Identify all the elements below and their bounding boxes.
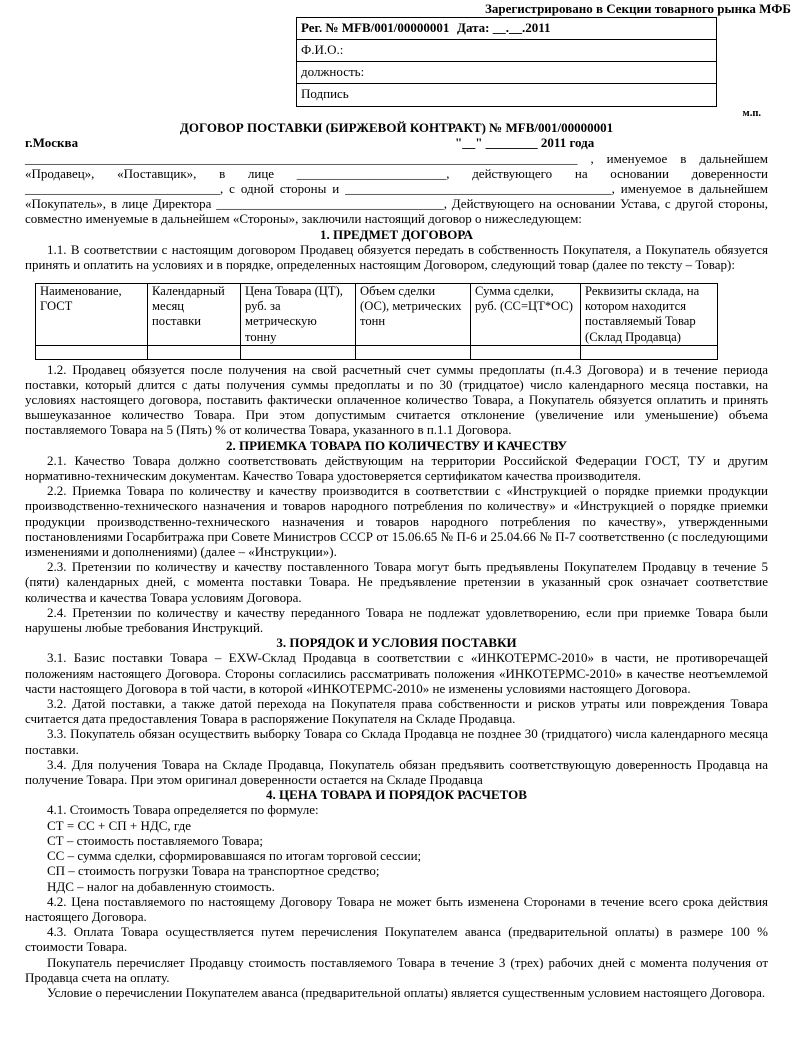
goods-header-price: Цена Товара (ЦТ), руб. за метрическую тонну (241, 284, 356, 345)
goods-header-name-gost: Наименование, ГОСТ (36, 284, 148, 345)
clause-3-3: 3.3. Покупатель обязан осуществить выборку Товара со Склада Продавца не позднее 30 (тридцатого) числа календарного месяца поставки. (25, 726, 768, 757)
formula-line: СТ = СС + СП + НДС, где (47, 817, 192, 833)
clause-4-2: 4.2. Цена поставляемого по настоящему Договору Товара не может быть изменена Сторонами в течение всего срока действия настоящего Договора. (25, 893, 768, 924)
clause-2-2: 2.2. Приемка Товара по количеству и качеству производится в соответствии с «Инструкцией о порядке приемки продукции производственно-технического назначения и товаров народного потребления по количеству» и «Инструкцией о порядке приемки продукции производственно-технического назначения и товаров народного потребления по качеству», утвержденными постановлениями Госарбитража при Совете Министров СССР от 15.06.65 № П-6 и 25.04.66 № П-7 соответственно (с последующими изменениями и дополнениями) (далее – «Инструкции»). (25, 483, 768, 560)
goods-cell-empty (471, 345, 581, 359)
goods-cell-empty (148, 345, 241, 359)
clause-2-1: 2.1. Качество Товара должно соответствовать действующим на территории Российской Федерации ГОСТ, ТУ и другим нормативно-техническим документам. Качество Товара удостоверяется сертификатом качества производителя. (25, 452, 768, 484)
registration-number-row (297, 18, 716, 40)
section-1-heading: 1. ПРЕДМЕТ ДОГОВОРА (319, 226, 474, 242)
goods-table-header-row (36, 284, 718, 345)
clause-3-1: 3.1. Базис поставки Товара – EXW-Склад Продавца в соответствии с «ИНКОТЕРМС-2010» в части, не противоречащей положениям настоящего Договора. Стороны согласились рассматривать положения «ИНКОТЕРМС-2010» в качестве неотъемлемой части настоящего Договора в той части, в которой «ИНКОТЕРМС-2010» не изменены условиями настоящего Договора. (25, 650, 768, 696)
stamp-place-label: м.п. (742, 108, 761, 120)
formula-def-st: СТ – стоимость поставляемого Товара; (47, 832, 263, 848)
goods-header-warehouse: Реквизиты склада, на котором находится поставляемый Товар (Склад Продавца) (581, 284, 718, 345)
goods-table (35, 283, 718, 359)
signature-label: Подпись (301, 86, 349, 102)
clause-2-4: 2.4. Претензии по количеству и качеству переданного Товара не подлежат удовлетворению, если при приемке Товара были нарушены любые требования Инструкций. (25, 604, 768, 636)
position-label: должность: (301, 64, 365, 80)
contract-date-blank: "__" ________ 2011 года (455, 135, 595, 151)
clause-2-3: 2.3. Претензии по количеству и качеству поставленного Товара могут быть предъявлены Покупателем Продавцу в течение 5 (пяти) календарных дней, с момента поставки Товара. Не предъявление претензии в указанный срок означает соответствие количества и качества Товара условиям Договора. (25, 559, 768, 605)
clause-1-2: 1.2. Продавец обязуется после получения на свой расчетный счет суммы предоплаты (п.4.3 Договора) и в течение периода поставки, который длится с даты получения суммы предоплаты и по 30 (тридцатое) число календарного месяца поставки, на условиях настоящего договора, поставить фактически оплаченное количество Товара, а Покупатель обязуется оплатить и принять вышеуказанное количество Товара. При этом допустимым считается отклонение (увеличение или уменьшение) объема поставляемого Товара на 5 (Пять) % от количества Товара, указанного в п.1.1 Договора. (25, 361, 768, 438)
section-4-heading: 4. ЦЕНА ТОВАРА И ПОРЯДОК РАСЧЕТОВ (266, 787, 527, 803)
goods-header-volume: Объем сделки (ОС), метрических тонн (356, 284, 471, 345)
clause-4-3: 4.3. Оплата Товара осуществляется путем перечисления Покупателем аванса (предварительной оплаты) в размере 100 % стоимости Товара. (25, 924, 768, 955)
registration-position-row (297, 62, 716, 84)
goods-cell-empty (356, 345, 471, 359)
document-body (0, 135, 793, 1000)
fio-label: Ф.И.О.: (301, 42, 344, 58)
registration-note: Зарегистрировано в Секции товарного рынка МФБ (485, 1, 791, 16)
clause-4-3-essential-condition: Условие о перечислении Покупателем аванса (предварительной оплаты) является существенным условием настоящего Договора. (47, 984, 766, 1000)
clause-1-1: 1.1. В соответствии с настоящим договором Продавец обязуется передать в собственность Покупателя, а Покупатель обязуется принять и оплатить на условиях и в порядке, определенных настоящим Договором, следующий товар (далее по тексту – Товар): (25, 241, 768, 273)
clause-3-2: 3.2. Датой поставки, а также датой перехода на Покупателя права собственности и рисков утраты или повреждения Товара считается дата предоставления Товара в распоряжение Покупателя на Складе Продавца. (25, 696, 768, 727)
goods-table-empty-row (36, 345, 718, 359)
registration-table (296, 17, 717, 107)
clause-4-1: 4.1. Стоимость Товара определяется по формуле: (47, 802, 319, 818)
formula-def-sp: СП – стоимость погрузки Товара на транспортное средство; (47, 863, 380, 879)
document-title: ДОГОВОР ПОСТАВКИ (БИРЖЕВОЙ КОНТРАКТ) № MFB/001/00000001 (179, 120, 614, 136)
city-date-line (25, 135, 768, 150)
registration-number: Рег. № MFB/001/00000001 (301, 20, 450, 36)
goods-cell-empty (581, 345, 718, 359)
formula-def-ss: СС – сумма сделки, сформировавшаяся по итогам торговой сессии; (47, 848, 422, 864)
formula-def-nds: НДС – налог на добавленную стоимость. (47, 878, 275, 894)
goods-cell-empty (241, 345, 356, 359)
goods-header-sum: Сумма сделки, руб. (СС=ЦТ*ОС) (471, 284, 581, 345)
goods-header-month: Календарный месяц поставки (148, 284, 241, 345)
preamble: _____________________________________________________________________________________ , именуемое в дальнейшем «Продавец», «Поставщик», в лице _______________________, действующего на основании доверенности ______________________________, с одной стороны и _________________________________________, именуемое в дальнейшем «Покупатель», в лице Директора ___________________________________, Действующего на основании Устава, с другой стороны, совместно именуемые в дальнейшем «Стороны», заключили настоящий договор о нижеследующем: (25, 150, 768, 227)
clause-4-3-payment-term: Покупатель перечисляет Продавцу стоимость поставляемого Товара в течение 3 (трех) рабочих дней с момента получения от Продавца счета на оплату. (25, 954, 768, 985)
registration-signature-row (297, 84, 716, 106)
city-label: г.Москва (25, 135, 79, 151)
registration-date: Дата: __.__.2011 (457, 20, 551, 36)
goods-cell-empty (36, 345, 148, 359)
registration-fio-row (297, 40, 716, 62)
clause-3-4: 3.4. Для получения Товара на Складе Продавца, Покупатель обязан предъявить соответствующую доверенность Продавца на получение Товара. При этом оригинал доверенности остается на Складе Продавца (25, 756, 768, 788)
section-3-heading: 3. ПОРЯДОК И УСЛОВИЯ ПОСТАВКИ (276, 635, 517, 651)
section-2-heading: 2. ПРИЕМКА ТОВАРА ПО КОЛИЧЕСТВУ И КАЧЕСТВУ (225, 437, 568, 453)
